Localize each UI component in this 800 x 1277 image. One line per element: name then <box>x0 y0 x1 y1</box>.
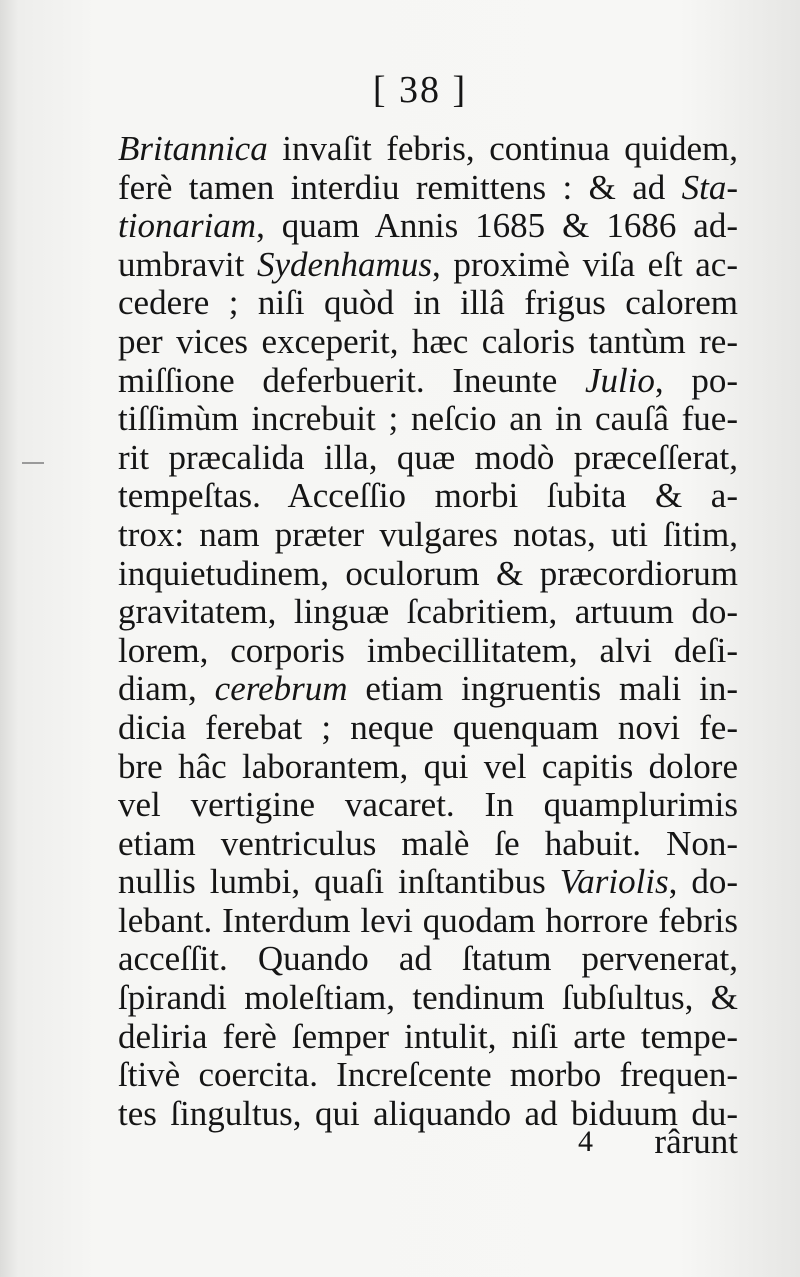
text-line <box>118 516 738 555</box>
line-text: ſtivè coercita. Increſcente morbo frequen- <box>118 1055 738 1095</box>
line-text: etiam ventriculus malè ſe habuit. Non- <box>118 823 738 863</box>
text-line <box>118 786 738 825</box>
line-text: cedere ; niſi quòd in illâ frigus calorem <box>118 283 738 323</box>
page-number: [ 38 ] <box>372 69 468 111</box>
line-text: , quam Annis 1685 & 1686 ad- <box>256 206 738 246</box>
line-italic-text: cerebrum <box>214 669 348 709</box>
catchword: rârunt <box>654 1122 738 1161</box>
line-text: ferè tamen interdiu remittens : & ad <box>118 167 682 207</box>
line-text: acceſſit. Quando ad ſtatum pervenerat, <box>118 939 738 979</box>
line-italic-text: tionariam <box>118 206 257 246</box>
line-text: deliria ferè ſemper intulit, niſi arte tempe- <box>118 1016 738 1056</box>
text-line <box>118 362 738 401</box>
line-italic-text: Britannica <box>118 129 268 168</box>
line-italic-text: Sydenhamus <box>256 244 432 284</box>
line-text: lorem, corporis imbecillitatem, alvi deſi- <box>118 630 738 670</box>
signature-mark: 4 <box>578 1125 593 1158</box>
line-text: diam, <box>118 669 215 709</box>
line-text: inquietudinem, oculorum & præcordiorum <box>118 553 738 593</box>
text-line <box>118 748 738 787</box>
line-text: tiſſimùm increbuit ; neſcio an in cauſâ fue- <box>118 399 738 439</box>
line-text: etiam ingruentis mali in- <box>347 669 739 709</box>
line-italic-text: Sta- <box>681 167 738 207</box>
line-italic-text: Julio <box>584 360 655 400</box>
line-text: trox: nam præter vulgares notas, uti ſitim, <box>118 514 738 554</box>
footer-row <box>118 1122 738 1162</box>
text-line <box>118 593 738 632</box>
text-line <box>118 979 738 1018</box>
line-text: invaſit febris, continua quidem, <box>267 129 738 168</box>
line-text: lebant. Interdum levi quodam horrore febris <box>118 900 738 940</box>
text-line <box>118 709 738 748</box>
text-line <box>118 207 738 246</box>
spine-shadow <box>0 0 18 1277</box>
text-line <box>118 323 738 362</box>
line-text: tes ſingultus, qui aliquando ad biduum du- <box>118 1093 738 1133</box>
text-line <box>118 130 738 169</box>
text-line <box>118 632 738 671</box>
line-text: rit præcalida illa, quæ modò præceſſerat, <box>118 437 738 477</box>
text-line <box>118 670 738 709</box>
line-text: , po- <box>654 360 739 400</box>
text-line <box>118 400 738 439</box>
text-line <box>118 246 738 285</box>
line-text: bre hâc laborantem, qui vel capitis dolore <box>118 746 738 786</box>
text-line <box>118 902 738 941</box>
line-text: umbravit <box>118 244 257 284</box>
text-line <box>118 477 738 516</box>
text-line <box>118 555 738 594</box>
body-text <box>118 130 738 1133</box>
text-line <box>118 1018 738 1057</box>
line-text: vel vertigine vacaret. In quamplurimis <box>118 785 738 825</box>
text-line <box>118 439 738 478</box>
line-text: miſſione deferbuerit. Ineunte <box>118 360 585 400</box>
text-line <box>118 169 738 208</box>
line-italic-text: Variolis <box>559 862 669 902</box>
line-text: dicia ferebat ; neque quenquam novi fe- <box>118 707 738 747</box>
text-line <box>118 1056 738 1095</box>
line-text: tempeſtas. Acceſſio morbi ſubita & a- <box>118 476 738 516</box>
margin-mark <box>22 462 44 464</box>
line-text: per vices exceperit, hæc caloris tantùm re- <box>118 321 738 361</box>
text-line <box>118 284 738 323</box>
line-text: nullis lumbi, quaſi inſtantibus <box>118 862 560 902</box>
text-line <box>118 863 738 902</box>
text-line <box>118 940 738 979</box>
line-text: , do- <box>668 862 738 902</box>
line-text: , proximè viſa eſt ac- <box>431 244 738 284</box>
line-text: gravitatem, linguæ ſcabritiem, artuum do- <box>118 592 738 632</box>
line-text: ſpirandi moleſtiam, tendinum ſubſultus, & <box>118 978 738 1018</box>
text-line <box>118 825 738 864</box>
